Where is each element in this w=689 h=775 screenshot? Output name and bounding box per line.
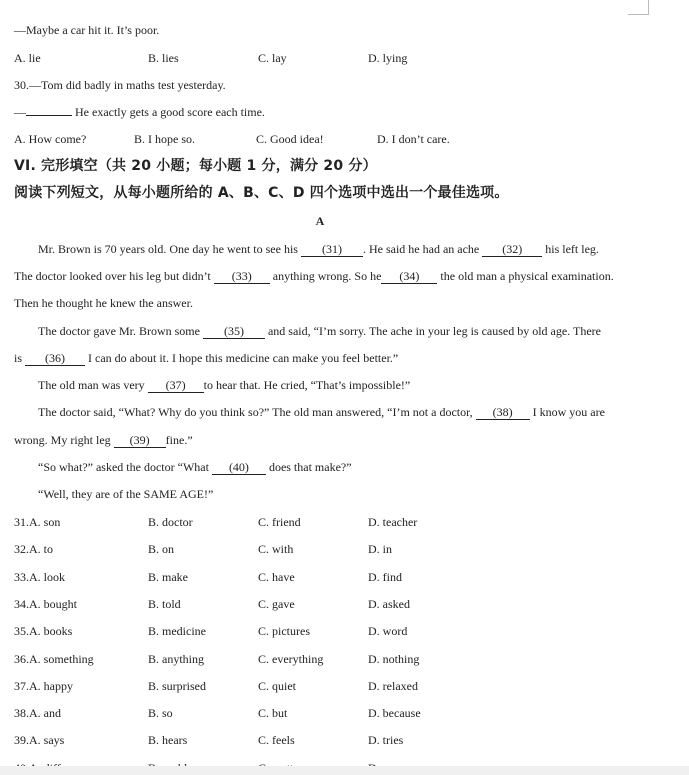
q30-option-c: C. Good idea! [256, 132, 324, 146]
passage-text: fine.” [165, 433, 193, 447]
blank-33: (33) [214, 270, 270, 284]
passage-label: A [315, 214, 325, 228]
question-37-option-c: C. quiet [258, 678, 296, 693]
q30-option-a: A. How come? [14, 132, 87, 146]
passage-text: The old man was very [38, 378, 145, 392]
question-36-option-b: B. anything [148, 651, 204, 666]
question-34-option-c: C. gave [258, 596, 295, 611]
passage-text: does that make?” [268, 460, 352, 474]
passage-line-9 [38, 460, 352, 475]
passage-line-7 [38, 405, 605, 420]
question-38-option-a: 38.A. and [14, 706, 61, 721]
blank-37: (37) [148, 379, 204, 393]
passage-text: and said, “I’m sorry. The ache in your leg is caused by old age. There [267, 324, 601, 338]
question-33-option-c: C. have [258, 569, 295, 584]
q30-blank [26, 105, 72, 116]
q30-response-text: He exactly gets a good score each time. [75, 105, 265, 119]
q29-tail: —Maybe a car hit it. It’s poor. [14, 23, 160, 37]
question-36-option-c: C. everything [258, 651, 324, 666]
question-33-option-d: D. find [368, 569, 402, 584]
q30-dash: — [14, 105, 26, 119]
q30-stem: 30.—Tom did badly in maths test yesterday. [14, 78, 226, 92]
question-35-option-d: D. word [368, 624, 408, 639]
question-36-option-d: D. nothing [368, 651, 420, 666]
blank-38: (38) [476, 406, 530, 420]
blank-36: (36) [25, 352, 85, 366]
passage-text: to hear that. He cried, “That’s impossible!” [203, 378, 411, 392]
question-36-option-a: 36.A. something [14, 651, 94, 666]
question-31-option-d: D. teacher [368, 515, 418, 529]
q29-option-d: D. lying [368, 51, 408, 65]
question-38-option-d: D. because [368, 706, 421, 721]
passage-text: I know you are [532, 405, 605, 419]
passage-text: Mr. Brown is 70 years old. One day he went to see his [38, 242, 298, 256]
question-32-option-a: 32.A. to [14, 542, 53, 557]
blank-32: (32) [482, 243, 542, 257]
section-heading: VI. 完形填空（共 20 小题；每小题 1 分，满分 20 分） [14, 158, 377, 174]
question-39-option-c: C. feels [258, 733, 295, 748]
question-33-option-b: B. make [148, 569, 188, 584]
question-31-option-c: C. friend [258, 515, 301, 529]
question-31-option-a: 31.A. son [14, 515, 61, 529]
question-35-option-c: C. pictures [258, 624, 310, 639]
section-instruction: 阅读下列短文，从每小题所给的 A、B、C、D 四个选项中选出一个最佳选项。 [14, 185, 509, 201]
question-39-option-a: 39.A. says [14, 733, 65, 748]
blank-35: (35) [203, 325, 265, 339]
passage-text: is [14, 351, 23, 365]
question-39-option-b: B. hears [148, 733, 188, 748]
passage-line-5 [14, 351, 398, 366]
q29-option-c: C. lay [258, 51, 287, 65]
blank-31: (31) [301, 243, 363, 257]
question-34-option-d: D. asked [368, 596, 410, 611]
passage-text: his left leg. [545, 242, 599, 256]
passage-line-10: “Well, they are of the SAME AGE!” [38, 487, 214, 501]
bottom-scroll-strip [0, 766, 689, 775]
question-32-option-b: B. on [148, 542, 175, 557]
question-32-option-c: C. with [258, 542, 294, 557]
passage-line-1 [38, 242, 599, 257]
passage-text: I can do about it. I hope this medicine can make you feel better.” [88, 351, 399, 365]
q30-response [14, 105, 265, 119]
passage-line-4 [38, 324, 601, 339]
question-35-option-b: B. medicine [148, 624, 206, 639]
question-37-option-b: B. surprised [148, 678, 206, 693]
question-32-option-d: D. in [368, 542, 392, 557]
passage-text: The doctor gave Mr. Brown some [38, 324, 200, 338]
blank-34: (34) [381, 270, 437, 284]
passage-text: “So what?” asked the doctor “What [38, 460, 209, 474]
blank-39: (39) [114, 434, 166, 448]
question-38-option-c: C. but [258, 706, 288, 721]
passage-line-6 [38, 378, 410, 393]
q29-option-a: A. lie [14, 51, 41, 65]
question-37-option-d: D. relaxed [368, 678, 418, 693]
passage-text: The doctor said, “What? Why do you think so?” The old man answered, “I’m not a doctor, [38, 405, 473, 419]
question-31-option-b: B. doctor [148, 515, 193, 529]
question-38-option-b: B. so [148, 706, 173, 721]
q29-option-b: B. lies [148, 51, 179, 65]
question-39-option-d: D. tries [368, 733, 404, 748]
question-34-option-b: B. told [148, 596, 181, 611]
question-37-option-a: 37.A. happy [14, 678, 73, 693]
passage-text: . He said he had an ache [362, 242, 480, 256]
passage-line-3: Then he thought he knew the answer. [14, 296, 193, 310]
q30-option-b: B. I hope so. [134, 132, 195, 146]
passage-text: The doctor looked over his leg but didn’t [14, 269, 211, 283]
passage-text: anything wrong. So he [272, 269, 382, 283]
question-35-option-a: 35.A. books [14, 624, 73, 639]
passage-text: wrong. My right leg [14, 433, 111, 447]
blank-40: (40) [212, 461, 266, 475]
passage-text: the old man a physical examination. [440, 269, 614, 283]
question-33-option-a: 33.A. look [14, 569, 65, 584]
page-corner-mark [628, 0, 649, 15]
q30-option-d: D. I don’t care. [377, 132, 450, 146]
passage-line-8 [14, 433, 193, 448]
passage-line-2 [14, 269, 614, 284]
question-34-option-a: 34.A. bought [14, 596, 77, 611]
